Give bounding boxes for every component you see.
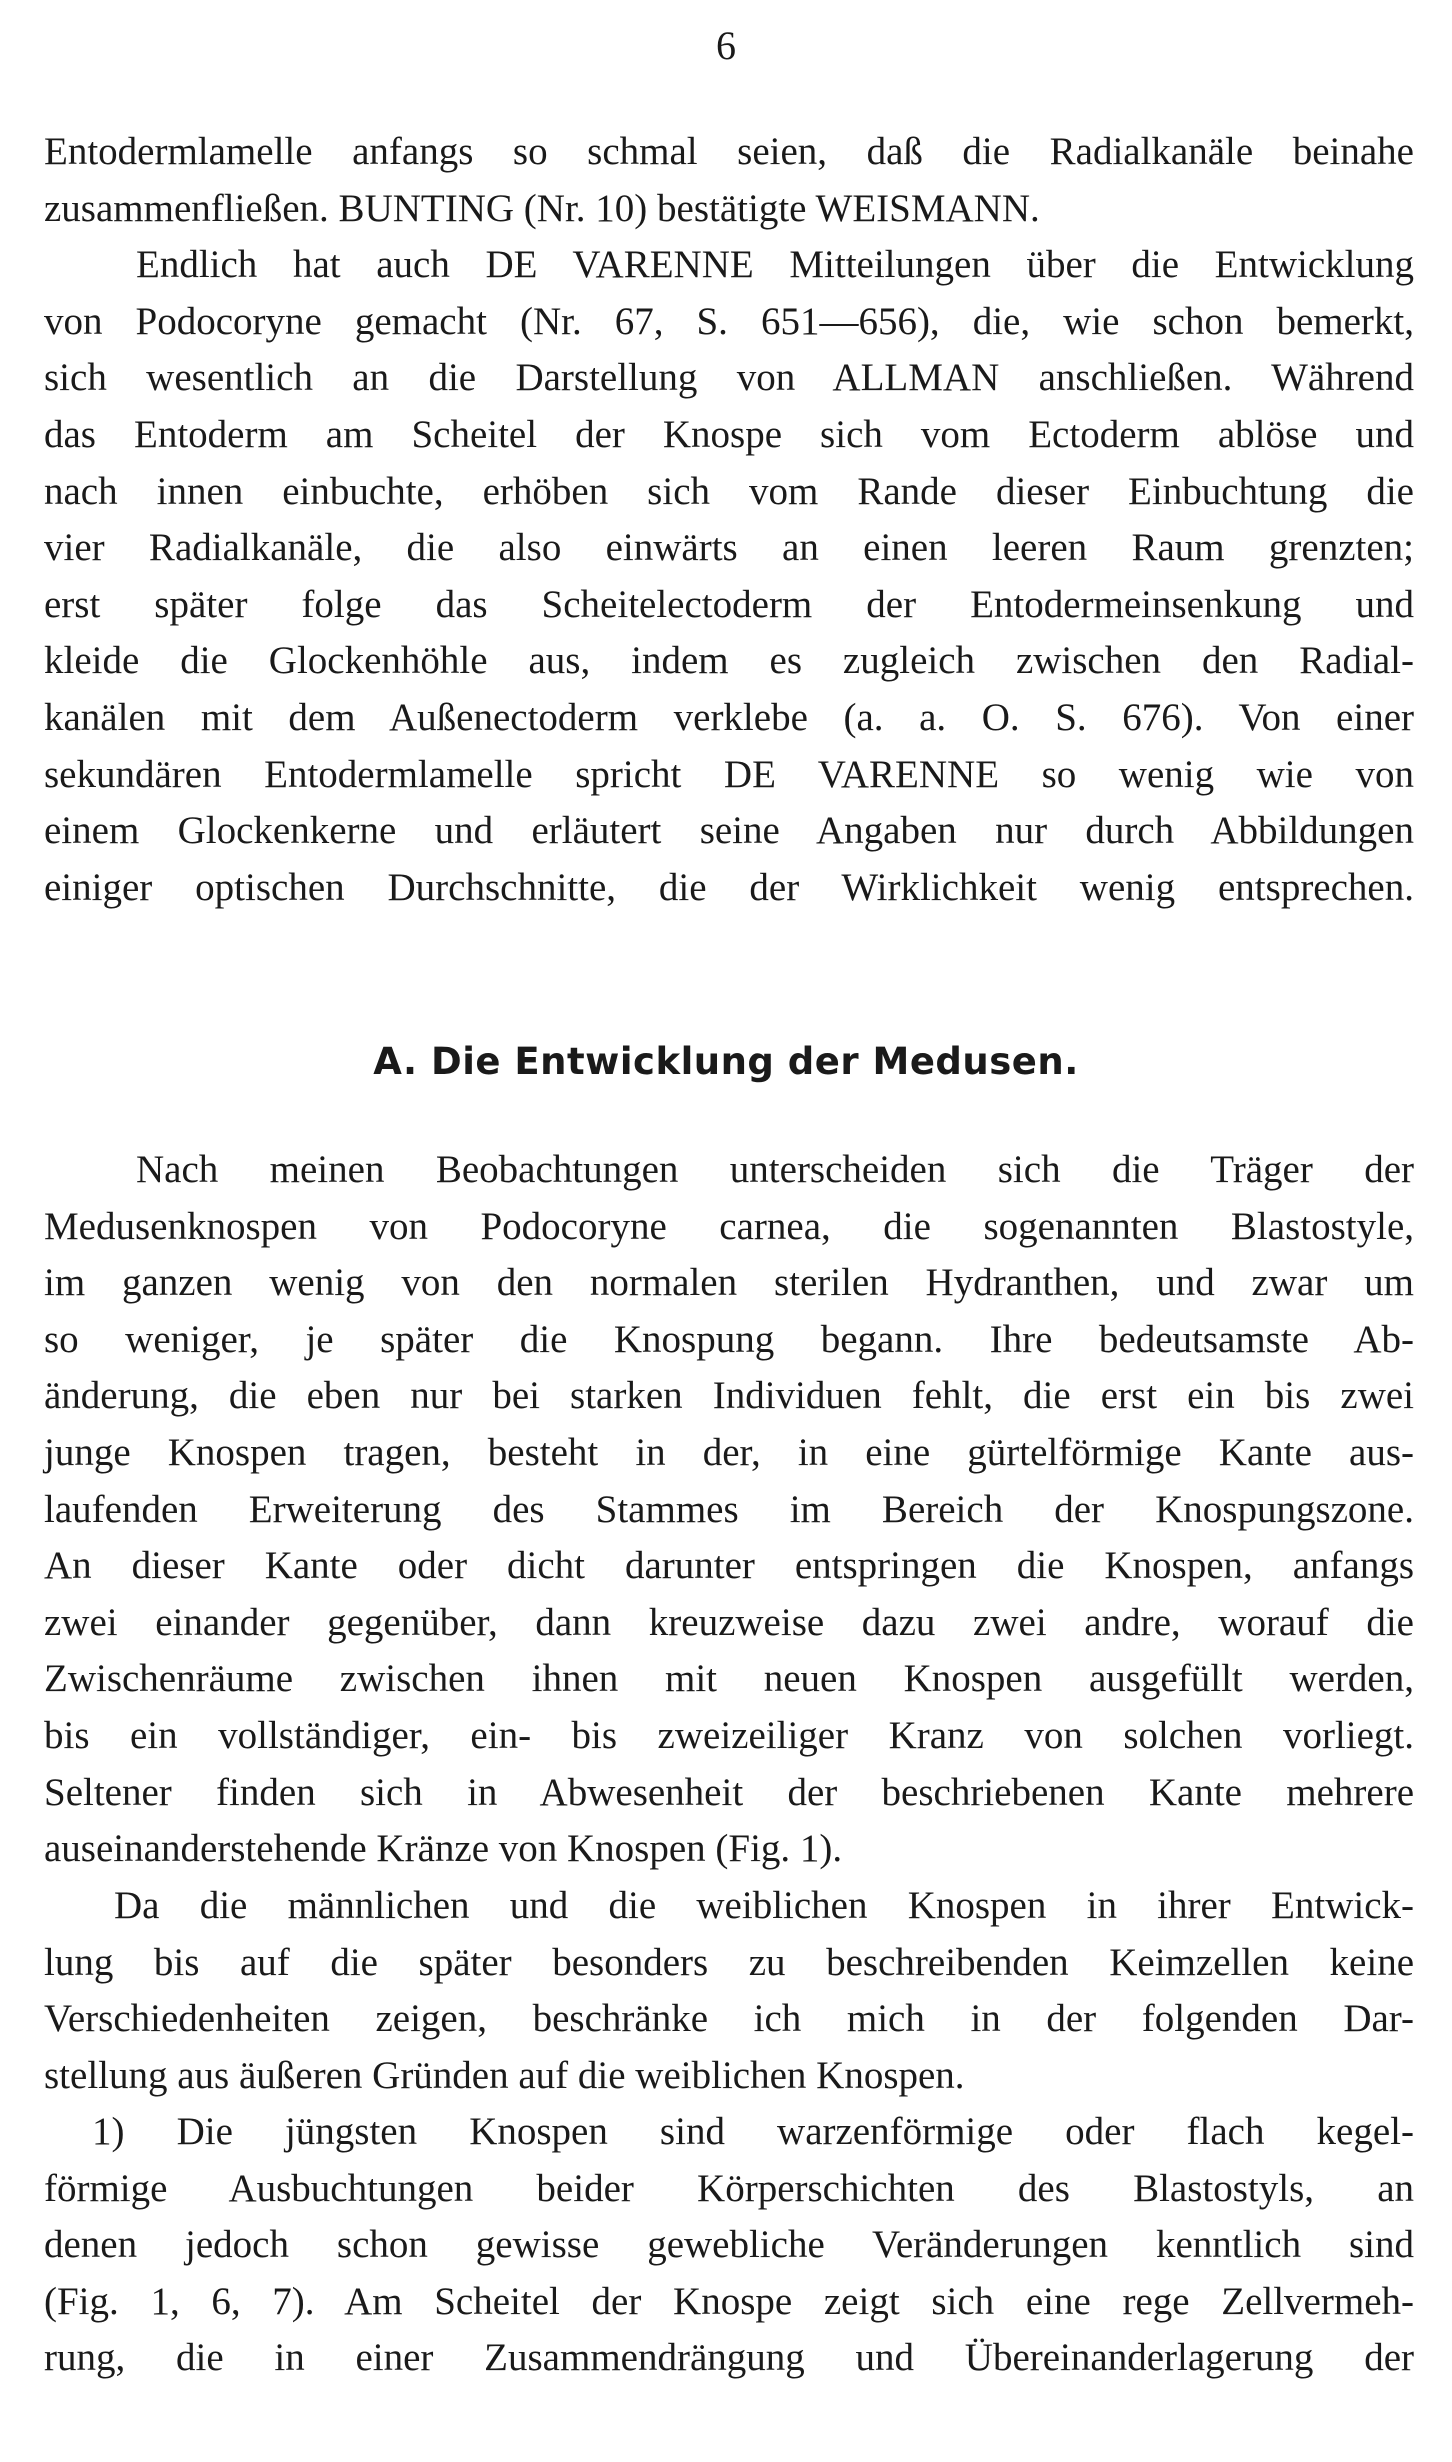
text-line: kanälen mit dem Außenectoderm verklebe (a. a. O. S. 676). Von einer [44,695,1414,739]
text-line: zusammenfließen. BUNTING (Nr. 10) bestätigte WEISMANN. [44,186,1040,230]
paragraph-second [44,1878,1414,2104]
text-line: laufenden Erweiterung des Stammes im Bereich der Knospungszone. [44,1487,1414,1531]
text-line: änderung, die eben nur bei starken Individuen fehlt, die erst ein bis zwei [44,1374,1414,1418]
text-line: nach innen einbuchte, erhöben sich vom Rande dieser Einbuchtung die [44,469,1414,513]
text-line: sekundären Entodermlamelle spricht DE VARENNE so wenig wie von [44,752,1414,796]
text-line: 1) Die jüngsten Knospen sind warzenförmige oder flach kegel- [92,2110,1414,2153]
text-line: stellung aus äußeren Gründen auf die weiblichen Knospen. [44,2053,965,2097]
text-line: förmige Ausbuchtungen beider Körperschichten des Blastostyls, an [44,2166,1414,2210]
text-line: Endlich hat auch DE VARENNE Mitteilungen über die Entwicklung [136,243,1414,287]
text-line: im ganzen wenig von den normalen sterilen Hydranthen, und zwar um [44,1261,1414,1305]
text-line: An dieser Kante oder dicht darunter entspringen die Knospen, anfangs [44,1544,1414,1588]
text-line: bis ein vollständiger, ein- bis zweizeiliger Kranz von solchen vorliegt. [44,1713,1414,1757]
text-line: Seltener finden sich in Abwesenheit der beschriebenen Kante mehrere [44,1770,1414,1814]
text-line: einem Glockenkerne und erläutert seine Angaben nur durch Abbildungen [44,809,1414,853]
text-line: einiger optischen Durchschnitte, die der Wirklichkeit wenig entsprechen. [44,865,1414,909]
text-line: auseinanderstehende Kränze von Knospen (Fig. 1). [44,1827,843,1871]
text-line: Verschiedenheiten zeigen, beschränke ich mich in der folgenden Dar- [44,1997,1414,2041]
text-line: vier Radialkanäle, die also einwärts an einen leeren Raum grenzten; [44,526,1414,570]
text-line: denen jedoch schon gewisse gewebliche Veränderungen kenntlich sind [44,2223,1414,2267]
text-line: das Entoderm am Scheitel der Knospe sich vom Ectoderm ablöse und [44,412,1414,456]
text-line: Entodermlamelle anfangs so schmal seien, daß die Radialkanäle beinahe [44,130,1414,173]
text-line: so weniger, je später die Knospung begann. Ihre bedeutsamste Ab- [44,1317,1414,1361]
text-line: von Podocoryne gemacht (Nr. 67, S. 651—656), die, wie schon bemerkt, [44,299,1414,343]
text-line: zwei einander gegenüber, dann kreuzweise dazu zwei andre, worauf die [44,1600,1414,1644]
text-line: erst später folge das Scheitelectoderm der Entodermeinsenkung und [44,582,1414,626]
page-number: 6 [716,23,736,68]
text-line: lung bis auf die später besonders zu beschreibenden Keimzellen keine [44,1940,1414,1984]
text-line: Nach meinen Beobachtungen unterscheiden sich die Träger der [136,1148,1414,1191]
text-line: junge Knospen tragen, besteht in der, in eine gürtelförmige Kante aus- [44,1430,1414,1474]
text-line: Zwischenräume zwischen ihnen mit neuen Knospen ausgefüllt werden, [44,1657,1414,1701]
paragraph-top [44,124,1414,916]
text-line: sich wesentlich an die Darstellung von ALLMAN anschließen. Während [44,356,1414,400]
paragraph-main [44,1142,1414,1878]
text-line: rung, die in einer Zusammendrängung und Übereinanderlagerung der [44,2336,1414,2380]
text-line: Da die männlichen und die weiblichen Knospen in ihrer Entwick- [114,1884,1414,1927]
text-line: Medusenknospen von Podocoryne carnea, die sogenannten Blastostyle, [44,1204,1414,1248]
paragraph-third [44,2104,1414,2387]
text-line: kleide die Glockenhöhle aus, indem es zugleich zwischen den Radial- [44,639,1414,683]
section-heading: A. Die Entwicklung der Medusen. [373,1040,1079,1083]
text-line: (Fig. 1, 6, 7). Am Scheitel der Knospe zeigt sich eine rege Zellvermeh- [44,2279,1414,2323]
